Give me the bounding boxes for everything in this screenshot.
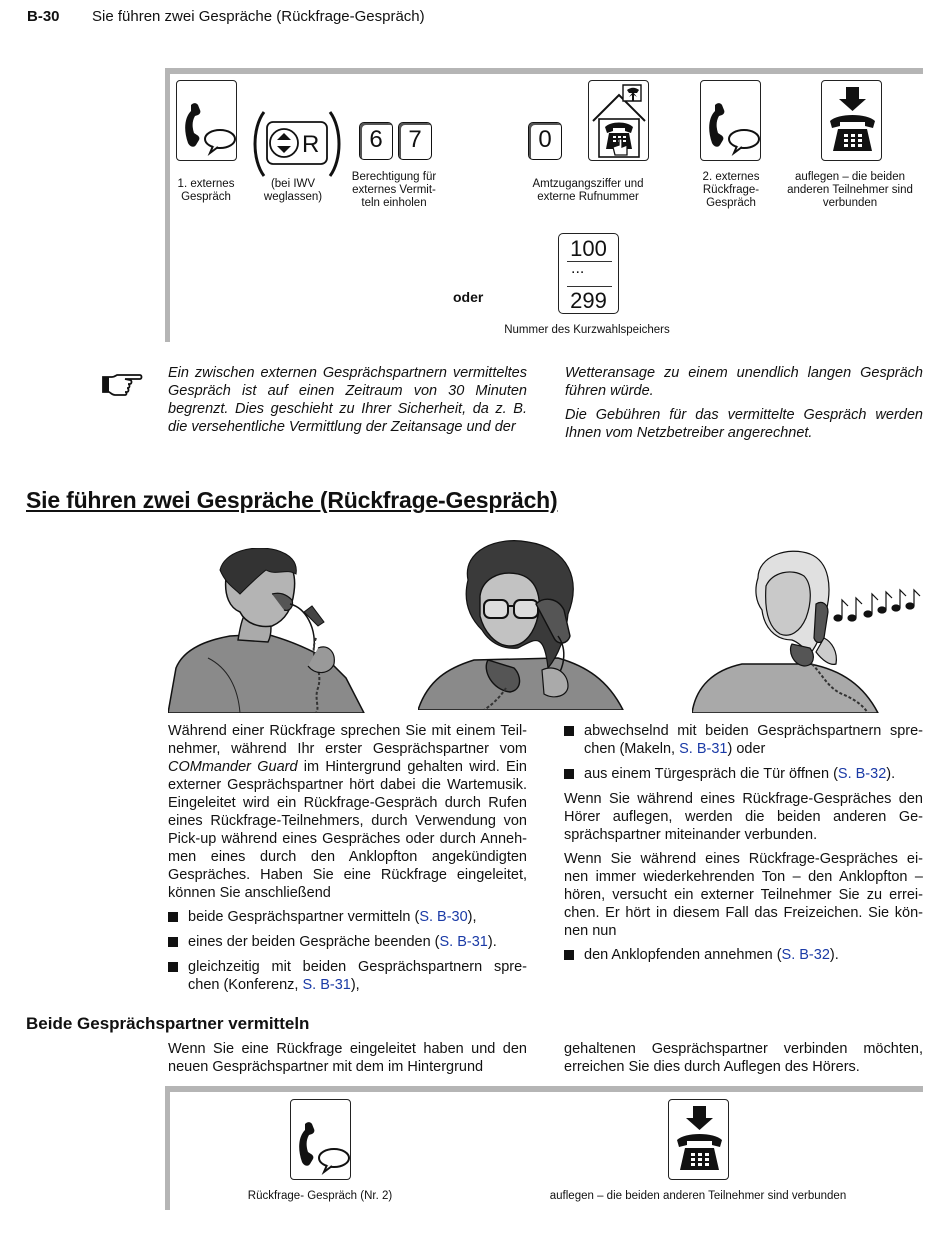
bullet-square [564,950,574,960]
section-title: Sie führen zwei Gespräche (Rückfrage-Gespräch) [26,487,558,513]
page-link[interactable]: S. B-30 [419,909,468,925]
running-title: Sie führen zwei Gespräche (Rückfrage-Gespräch) [92,8,425,25]
key-6-label: 6 [369,126,383,153]
page-link[interactable]: S. B-31 [302,977,351,993]
speed-dial-to: 299 [570,288,607,313]
page-link[interactable]: S. B-31 [439,934,488,950]
left-column [168,722,527,1001]
list-item [168,958,527,994]
key-7 [398,122,432,160]
or-label: oder [453,289,484,305]
key-7-label: 7 [408,126,422,153]
handset-speech-icon [700,80,761,161]
knock-tone-paragraph: Wenn Sie während eines Rückfrage-Gespräches ei- nen immer wiederkehrenden Ton – den Anklopfton – hören, versucht ein externer Teilnehmer Sie zu errei- chen. Er hört in diesem Fall das Freizeichen. Sie kön- nen nun [564,851,923,939]
list-item [168,933,527,951]
bullet-tail: ). [829,947,839,963]
bullet-square [564,726,574,736]
bullet-text: den Anklopfenden annehmen ( [584,947,782,963]
bullet-tail: ), [350,977,360,993]
note-left: Ein zwischen externen Gesprächspartnern vermitteltes Gespräch ist auf einen Zeitraum von 30 Minuten begrenzt. Dies geschieht zu Ihrer Sicherheit, da z. B. die versehentliche Vermittlung der Zeitansage und der [168,365,527,435]
handset-speech-icon [290,1099,351,1180]
caption-hang-up: auflegen – die beiden anderen Teilnehmer sind verbunden [787,171,913,209]
page-number: B-30 [27,8,60,25]
speed-dial-from: 100 [570,236,607,261]
bullet-square [168,962,178,972]
bullet-square [564,769,574,779]
caption-hang-up-bottom: auflegen – die beiden anderen Teilnehmer sind verbunden [549,1190,847,1202]
list-item [564,946,923,964]
bullet-text: aus einem Türgespräch die Tür öffnen ( [584,766,838,782]
woman-listening-music-illustration [692,548,922,713]
woman-with-glasses-illustration [418,540,633,710]
caption-consult-call: Rückfrage- Gespräch (Nr. 2) [247,1190,393,1202]
intro-paragraph [168,722,527,902]
caption-external-call: 1. externes Gespräch [177,178,235,203]
brand-name: COMmander Guard [168,759,298,775]
bullet-tail: ), [467,909,477,925]
hang-up-phone-icon [821,80,882,161]
bullet-tail: ). [487,934,497,950]
music-notes-icon [834,590,920,621]
house-phone-icon [588,80,649,161]
page-link[interactable]: S. B-32 [781,947,830,963]
speed-dial-range [558,233,619,314]
pointing-hand-icon [100,372,144,398]
bullet-text: beide Gesprächspartner vermitteln ( [188,909,420,925]
r-key-label: R [302,131,320,158]
key-0-label: 0 [538,126,552,153]
right-column [564,722,923,971]
handset-speech-icon [176,80,237,161]
bullet-text: abwechselnd mit beiden Gesprächspartnern spre- chen (Makeln, [584,723,923,757]
speed-dial-dots: ... [571,260,585,277]
key-6 [359,122,393,160]
list-item [564,722,923,758]
key-0 [528,122,562,160]
subsection-right: gehaltenen Gesprächspartner verbinden möchten, erreichen Sie dies durch Auflegen des Hörers. [564,1041,923,1075]
caption-authorization: Berechtigung für externes Vermit- teln einholen [351,171,437,209]
note-right-1: Wetteransage zu einem unendlich langen Gespräch führen würde. [565,365,923,399]
subsection-title: Beide Gesprächspartner vermitteln [26,1014,310,1033]
intro-text-a: Während einer Rückfrage sprechen Sie mit einem Teil- nehmer, während Ihr erster Gesprächspartner vom [168,723,527,757]
caption-iwv: (bei IWV weglassen) [263,178,323,203]
bullet-tail: ). [886,766,896,782]
list-item [564,765,923,783]
r-key-icon [252,108,342,180]
bullet-square [168,912,178,922]
caption-second-call: 2. externes Rückfrage- Gespräch [702,171,760,209]
bullet-text: gleichzeitig mit beiden Gesprächspartnern spre- chen (Konferenz, [188,959,527,993]
note-right-2: Die Gebühren für das vermittelte Gespräch werden Ihnen vom Netzbetreiber angerechnet. [565,407,923,441]
bullet-text: eines der beiden Gespräche beenden ( [188,934,440,950]
page-link[interactable]: S. B-31 [679,741,728,757]
bullet-square [168,937,178,947]
list-item [168,908,527,926]
subsection-left: Wenn Sie eine Rückfrage eingeleitet haben und den neuen Gesprächspartner mit dem im Hintergrund [168,1041,527,1075]
divider [567,286,612,287]
hang-up-phone-icon [668,1099,729,1180]
page-link[interactable]: S. B-32 [837,766,887,782]
bullet-tail: ) oder [727,741,766,757]
hang-up-paragraph: Wenn Sie während eines Rückfrage-Gespräches den Hörer auflegen, werden die beiden anderen Ge- sprächspartner miteinander verbunden. [564,791,923,843]
intro-text-b: im Hintergrund gehalten wird. Ein externer Gesprächspartner hört dabei die Wartemusik. Eingeleitet wird ein Rückfrage-Gespräch durch Rufen eines Rückfrage-Teilnehmers, durch Verwendung von Pick-up während eines Gespräches oder durch Anneh- men eines durch den Anklopfton angekündigten Gespräches. Haben Sie eine Rückfrage eingeleitet, können Sie anschließend [168,759,527,901]
caption-trunk-code: Amtzugangsziffer und externe Rufnummer [532,178,644,203]
man-on-phone-illustration [168,548,383,713]
caption-speed-dial: Nummer des Kurzwahlspeichers [504,324,670,336]
